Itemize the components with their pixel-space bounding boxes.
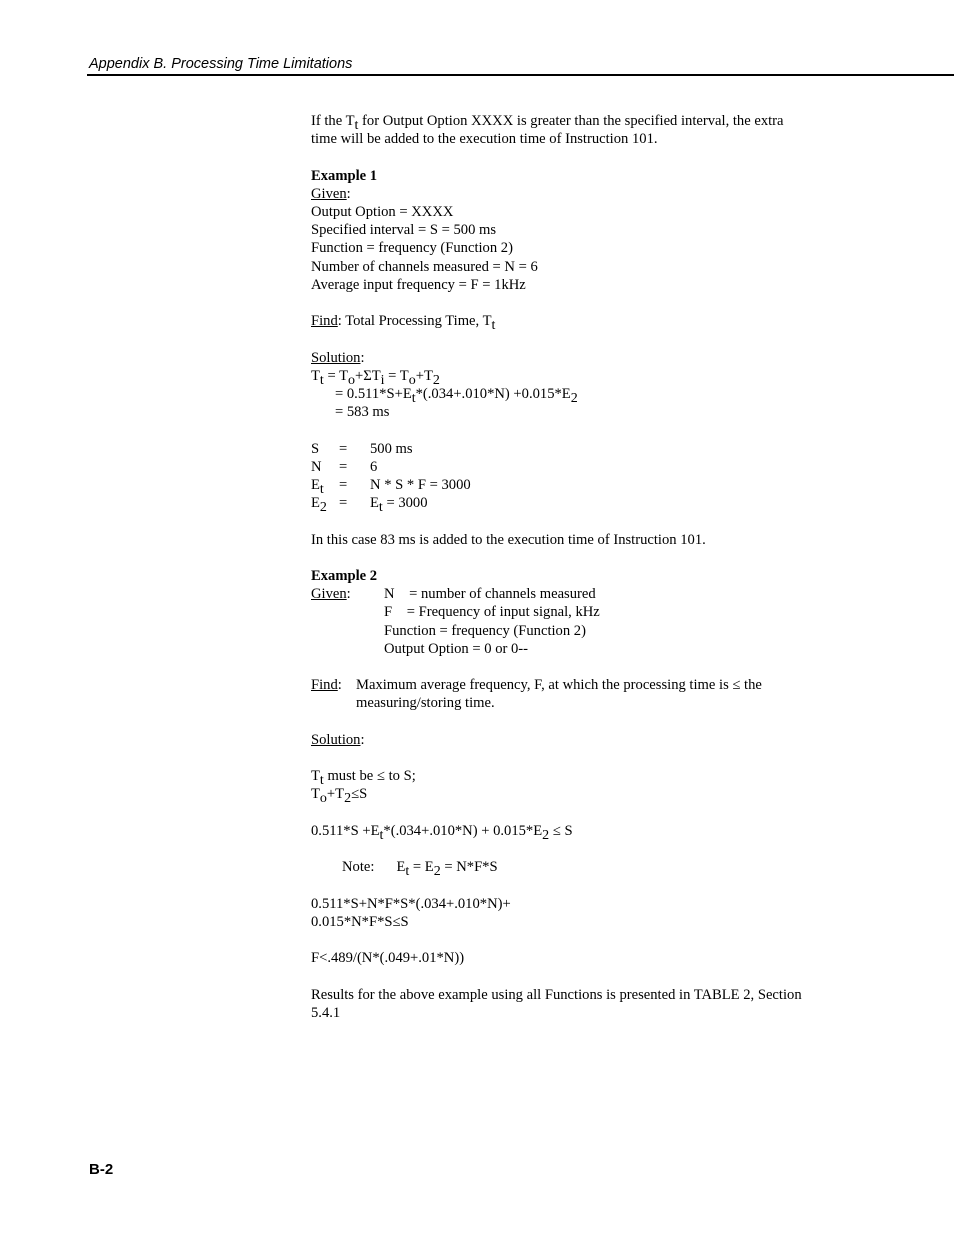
- equation-line: To+T2≤S: [311, 786, 368, 807]
- equation-line: 0.511*S+N*F*S*(.034+.010*N)+: [311, 895, 511, 912]
- example-2-given: Given: N = number of channels measured: [311, 586, 596, 603]
- header-rule: [87, 74, 954, 76]
- equation-line: Tt must be ≤ to S;: [311, 768, 416, 789]
- content-column: [311, 112, 811, 1022]
- example-1-result: In this case 83 ms is added to the execution time of Instruction 101.: [311, 531, 706, 548]
- given-line: F = Frequency of input signal, kHz: [384, 604, 600, 621]
- variable-row: S = 500 ms: [311, 440, 413, 457]
- given-line: Function = frequency (Function 2): [311, 240, 513, 257]
- equation-line: Tt = To+ΣTi = To+T2: [311, 367, 440, 388]
- page-number: B-2: [89, 1161, 114, 1178]
- example-2-solution-label: Solution:: [311, 731, 365, 748]
- variable-row: N = 6: [311, 458, 378, 475]
- example-1-find: Find: Total Processing Time, Tt: [311, 313, 496, 334]
- example-2-find: Find: Maximum average frequency, F, at which the processing time is ≤ the measuring/storing time.: [311, 677, 762, 712]
- equation-line: F<.489/(N*(.049+.01*N)): [311, 950, 465, 967]
- equation-line: = 583 ms: [335, 404, 390, 421]
- variable-row: E2 = Et = 3000: [311, 495, 428, 516]
- equation-line: 0.015*N*F*S≤S: [311, 913, 409, 930]
- variable-row: Et = N * S * F = 3000: [311, 477, 471, 497]
- given-line: Function = frequency (Function 2): [384, 622, 586, 639]
- example-1-given-label: Given:: [311, 185, 351, 202]
- given-line: Output Option = 0 or 0--: [384, 640, 529, 657]
- example-1-title: Example 1: [311, 167, 378, 184]
- given-line: Number of channels measured = N = 6: [311, 258, 538, 275]
- note-line: Note: Et = E2 = N*F*S: [342, 859, 498, 880]
- equation-line: = 0.511*S+Et*(.034+.010*N) +0.015*E2: [335, 386, 578, 406]
- page-header: Appendix B. Processing Time Limitations: [89, 56, 353, 72]
- closing-paragraph: Results for the above example using all Functions is presented in TABLE 2, Section 5.4.1: [311, 986, 802, 1021]
- intro-paragraph: If the Tt for Output Option XXXX is greater than the specified interval, the extra time will be added to the execution time of Instruction 101.: [311, 113, 784, 148]
- given-line: Specified interval = S = 500 ms: [311, 222, 497, 239]
- example-1-solution-label: Solution:: [311, 349, 365, 366]
- example-2-title: Example 2: [311, 567, 378, 584]
- given-line: Output Option = XXXX: [311, 204, 454, 220]
- given-line: Average input frequency = F = 1kHz: [311, 276, 526, 293]
- equation-line: 0.511*S +Et*(.034+.010*N) + 0.015*E2 ≤ S: [311, 822, 573, 843]
